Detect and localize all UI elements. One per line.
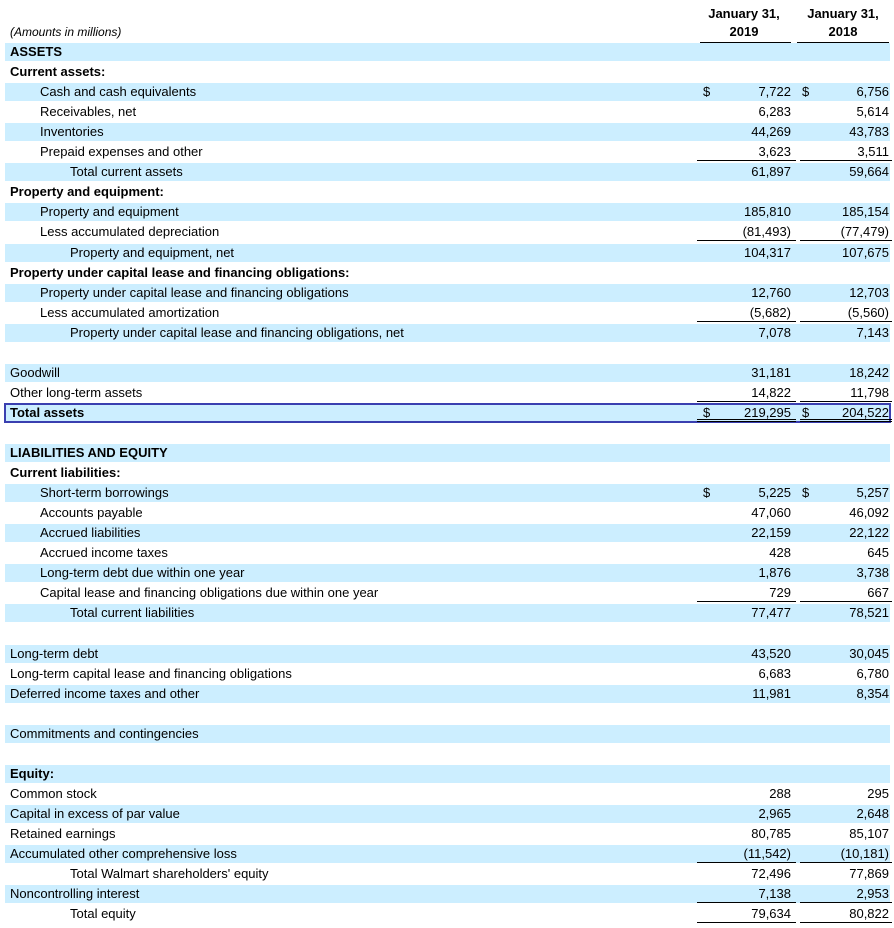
table-row — [5, 725, 890, 743]
row-label: Current liabilities: — [10, 465, 121, 480]
table-row — [5, 845, 890, 863]
table-row — [5, 123, 890, 141]
table-row — [5, 865, 890, 883]
value-2018: 185,154 — [842, 204, 889, 219]
table-row — [5, 404, 890, 422]
row-label: Total Walmart shareholders' equity — [70, 866, 269, 881]
value-2019: 31,181 — [751, 365, 791, 380]
row-label: Accounts payable — [40, 505, 143, 520]
value-2018: 295 — [867, 786, 889, 801]
table-row — [5, 885, 890, 903]
value-2019: 428 — [769, 545, 791, 560]
value-2018: 5,257 — [856, 485, 889, 500]
table-row — [5, 203, 890, 221]
value-2019: 14,822 — [697, 384, 796, 402]
table-row — [5, 364, 890, 382]
value-2018: 667 — [800, 584, 892, 602]
value-2019: 2,965 — [758, 806, 791, 821]
value-2019: 12,760 — [751, 285, 791, 300]
row-label: Inventories — [40, 124, 104, 139]
table-row — [5, 244, 890, 262]
value-2018: 78,521 — [849, 605, 889, 620]
value-2019: 288 — [769, 786, 791, 801]
value-2018: (77,479) — [800, 223, 892, 241]
value-2019: 7,078 — [758, 325, 791, 340]
value-2018: 5,614 — [856, 104, 889, 119]
table-row — [5, 685, 890, 703]
value-2018: 645 — [867, 545, 889, 560]
table-row — [5, 183, 890, 201]
table-row — [5, 83, 890, 101]
value-2019: 22,159 — [751, 525, 791, 540]
value-2019: (11,542) — [697, 845, 796, 863]
row-label: Cash and cash equivalents — [40, 84, 197, 99]
column-header-2018-year: 2018 — [828, 24, 858, 39]
value-2019: (81,493) — [697, 223, 796, 241]
table-row — [5, 143, 890, 161]
row-label: Common stock — [10, 786, 97, 801]
value-2018: 107,675 — [842, 245, 889, 260]
table-row — [5, 584, 890, 602]
table-row — [5, 825, 890, 843]
value-2018: 11,798 — [800, 384, 892, 402]
table-row — [5, 304, 890, 322]
row-label: Retained earnings — [10, 826, 116, 841]
table-row — [5, 464, 890, 482]
table-row-spacer — [5, 745, 890, 763]
table-row — [5, 444, 890, 462]
value-2019: (5,682) — [697, 304, 796, 322]
value-2018: 43,783 — [849, 124, 889, 139]
row-label: Property under capital lease and financing obligations, net — [70, 325, 404, 340]
value-2018: 12,703 — [849, 285, 889, 300]
row-label: Property and equipment, net — [70, 245, 235, 260]
table-row — [5, 524, 890, 542]
row-label: Equity: — [10, 766, 55, 781]
table-row — [5, 564, 890, 582]
row-label: Property and equipment: — [10, 184, 164, 199]
table-row — [5, 264, 890, 282]
value-2019: 7,722 — [758, 84, 791, 99]
value-2019: 3,623 — [697, 143, 796, 161]
value-2019: 47,060 — [751, 505, 791, 520]
table-row — [5, 544, 890, 562]
row-label: Long-term debt due within one year — [40, 565, 245, 580]
value-2018: 204,522 — [800, 404, 892, 422]
value-2018: 8,354 — [856, 686, 889, 701]
value-2019: 7,138 — [697, 885, 796, 903]
currency-symbol: $ — [703, 485, 711, 500]
value-2019: 43,520 — [751, 646, 791, 661]
row-label: Total current liabilities — [70, 605, 195, 620]
table-row-spacer — [5, 344, 890, 362]
value-2018: 59,664 — [849, 164, 889, 179]
value-2018: 46,092 — [849, 505, 889, 520]
row-label: Noncontrolling interest — [10, 886, 140, 901]
row-label: Less accumulated depreciation — [40, 224, 220, 239]
value-2018: 80,822 — [800, 905, 892, 923]
value-2018: 77,869 — [849, 866, 889, 881]
table-row-spacer — [5, 424, 890, 442]
row-label: Less accumulated amortization — [40, 305, 220, 320]
row-label: Commitments and contingencies — [10, 726, 199, 741]
value-2018: 22,122 — [849, 525, 889, 540]
currency-symbol: $ — [703, 84, 711, 99]
table-row — [5, 484, 890, 502]
table-row — [5, 765, 890, 783]
row-label: ASSETS — [10, 44, 63, 59]
value-2018: (10,181) — [800, 845, 892, 863]
currency-symbol: $ — [802, 405, 810, 420]
row-label: Total equity — [70, 906, 136, 921]
row-label: Accumulated other comprehensive loss — [10, 846, 237, 861]
value-2019: 219,295 — [697, 404, 796, 422]
table-row — [5, 103, 890, 121]
table-row — [5, 785, 890, 803]
value-2018: 7,143 — [856, 325, 889, 340]
value-2019: 729 — [697, 584, 796, 602]
table-row — [5, 805, 890, 823]
row-label: LIABILITIES AND EQUITY — [10, 445, 168, 460]
row-label: Property under capital lease and financing obligations: — [10, 265, 350, 280]
column-header-2019-date: January 31, — [708, 6, 780, 21]
column-header-2019-year: 2019 — [729, 24, 759, 39]
value-2018: (5,560) — [800, 304, 892, 322]
row-label: Deferred income taxes and other — [10, 686, 200, 701]
value-2019: 11,981 — [752, 686, 791, 701]
value-2019: 61,897 — [751, 164, 791, 179]
row-label: Accrued income taxes — [40, 545, 168, 560]
row-label: Short-term borrowings — [40, 485, 169, 500]
table-row — [5, 905, 890, 923]
row-label: Property under capital lease and financing obligations — [40, 285, 349, 300]
row-label: Total current assets — [70, 164, 183, 179]
value-2018: 30,045 — [849, 646, 889, 661]
row-label: Capital lease and financing obligations due within one year — [40, 585, 379, 600]
table-row — [5, 223, 890, 241]
table-row — [5, 324, 890, 342]
value-2018: 2,953 — [800, 885, 892, 903]
table-row — [5, 645, 890, 663]
row-label: Goodwill — [10, 365, 60, 380]
table-row — [5, 284, 890, 302]
value-2019: 72,496 — [751, 866, 791, 881]
row-label: Accrued liabilities — [40, 525, 141, 540]
table-row-spacer — [5, 705, 890, 723]
row-label: Current assets: — [10, 64, 106, 79]
value-2019: 79,634 — [697, 905, 796, 923]
value-2019: 5,225 — [758, 485, 791, 500]
row-label: Total assets — [10, 405, 85, 420]
value-2018: 3,511 — [800, 143, 892, 161]
table-row — [5, 665, 890, 683]
row-label: Prepaid expenses and other — [40, 144, 203, 159]
table-row — [5, 43, 890, 61]
value-2019: 1,876 — [758, 565, 791, 580]
value-2018: 18,242 — [849, 365, 889, 380]
value-2018: 6,780 — [856, 666, 889, 681]
row-label: Receivables, net — [40, 104, 137, 119]
value-2018: 3,738 — [856, 565, 889, 580]
table-row — [5, 163, 890, 181]
column-header-2018-date: January 31, — [807, 6, 879, 21]
value-2019: 185,810 — [744, 204, 791, 219]
row-label: Long-term debt — [10, 646, 99, 661]
table-row — [5, 384, 890, 402]
value-2019: 44,269 — [751, 124, 791, 139]
table-row-spacer — [5, 624, 890, 642]
table-row — [5, 604, 890, 622]
table-row — [5, 63, 890, 81]
amounts-note: (Amounts in millions) — [10, 25, 122, 39]
value-2019: 104,317 — [744, 245, 791, 260]
table-row — [5, 504, 890, 522]
value-2018: 2,648 — [856, 806, 889, 821]
row-label: Property and equipment — [40, 204, 179, 219]
value-2019: 6,283 — [758, 104, 791, 119]
currency-symbol: $ — [802, 84, 810, 99]
value-2018: 6,756 — [856, 84, 889, 99]
value-2019: 77,477 — [751, 605, 791, 620]
row-label: Other long-term assets — [10, 385, 143, 400]
value-2018: 85,107 — [849, 826, 889, 841]
currency-symbol: $ — [802, 485, 810, 500]
currency-symbol: $ — [703, 405, 711, 420]
value-2019: 6,683 — [758, 666, 791, 681]
row-label: Long-term capital lease and financing obligations — [10, 666, 292, 681]
value-2019: 80,785 — [751, 826, 791, 841]
row-label: Capital in excess of par value — [10, 806, 180, 821]
